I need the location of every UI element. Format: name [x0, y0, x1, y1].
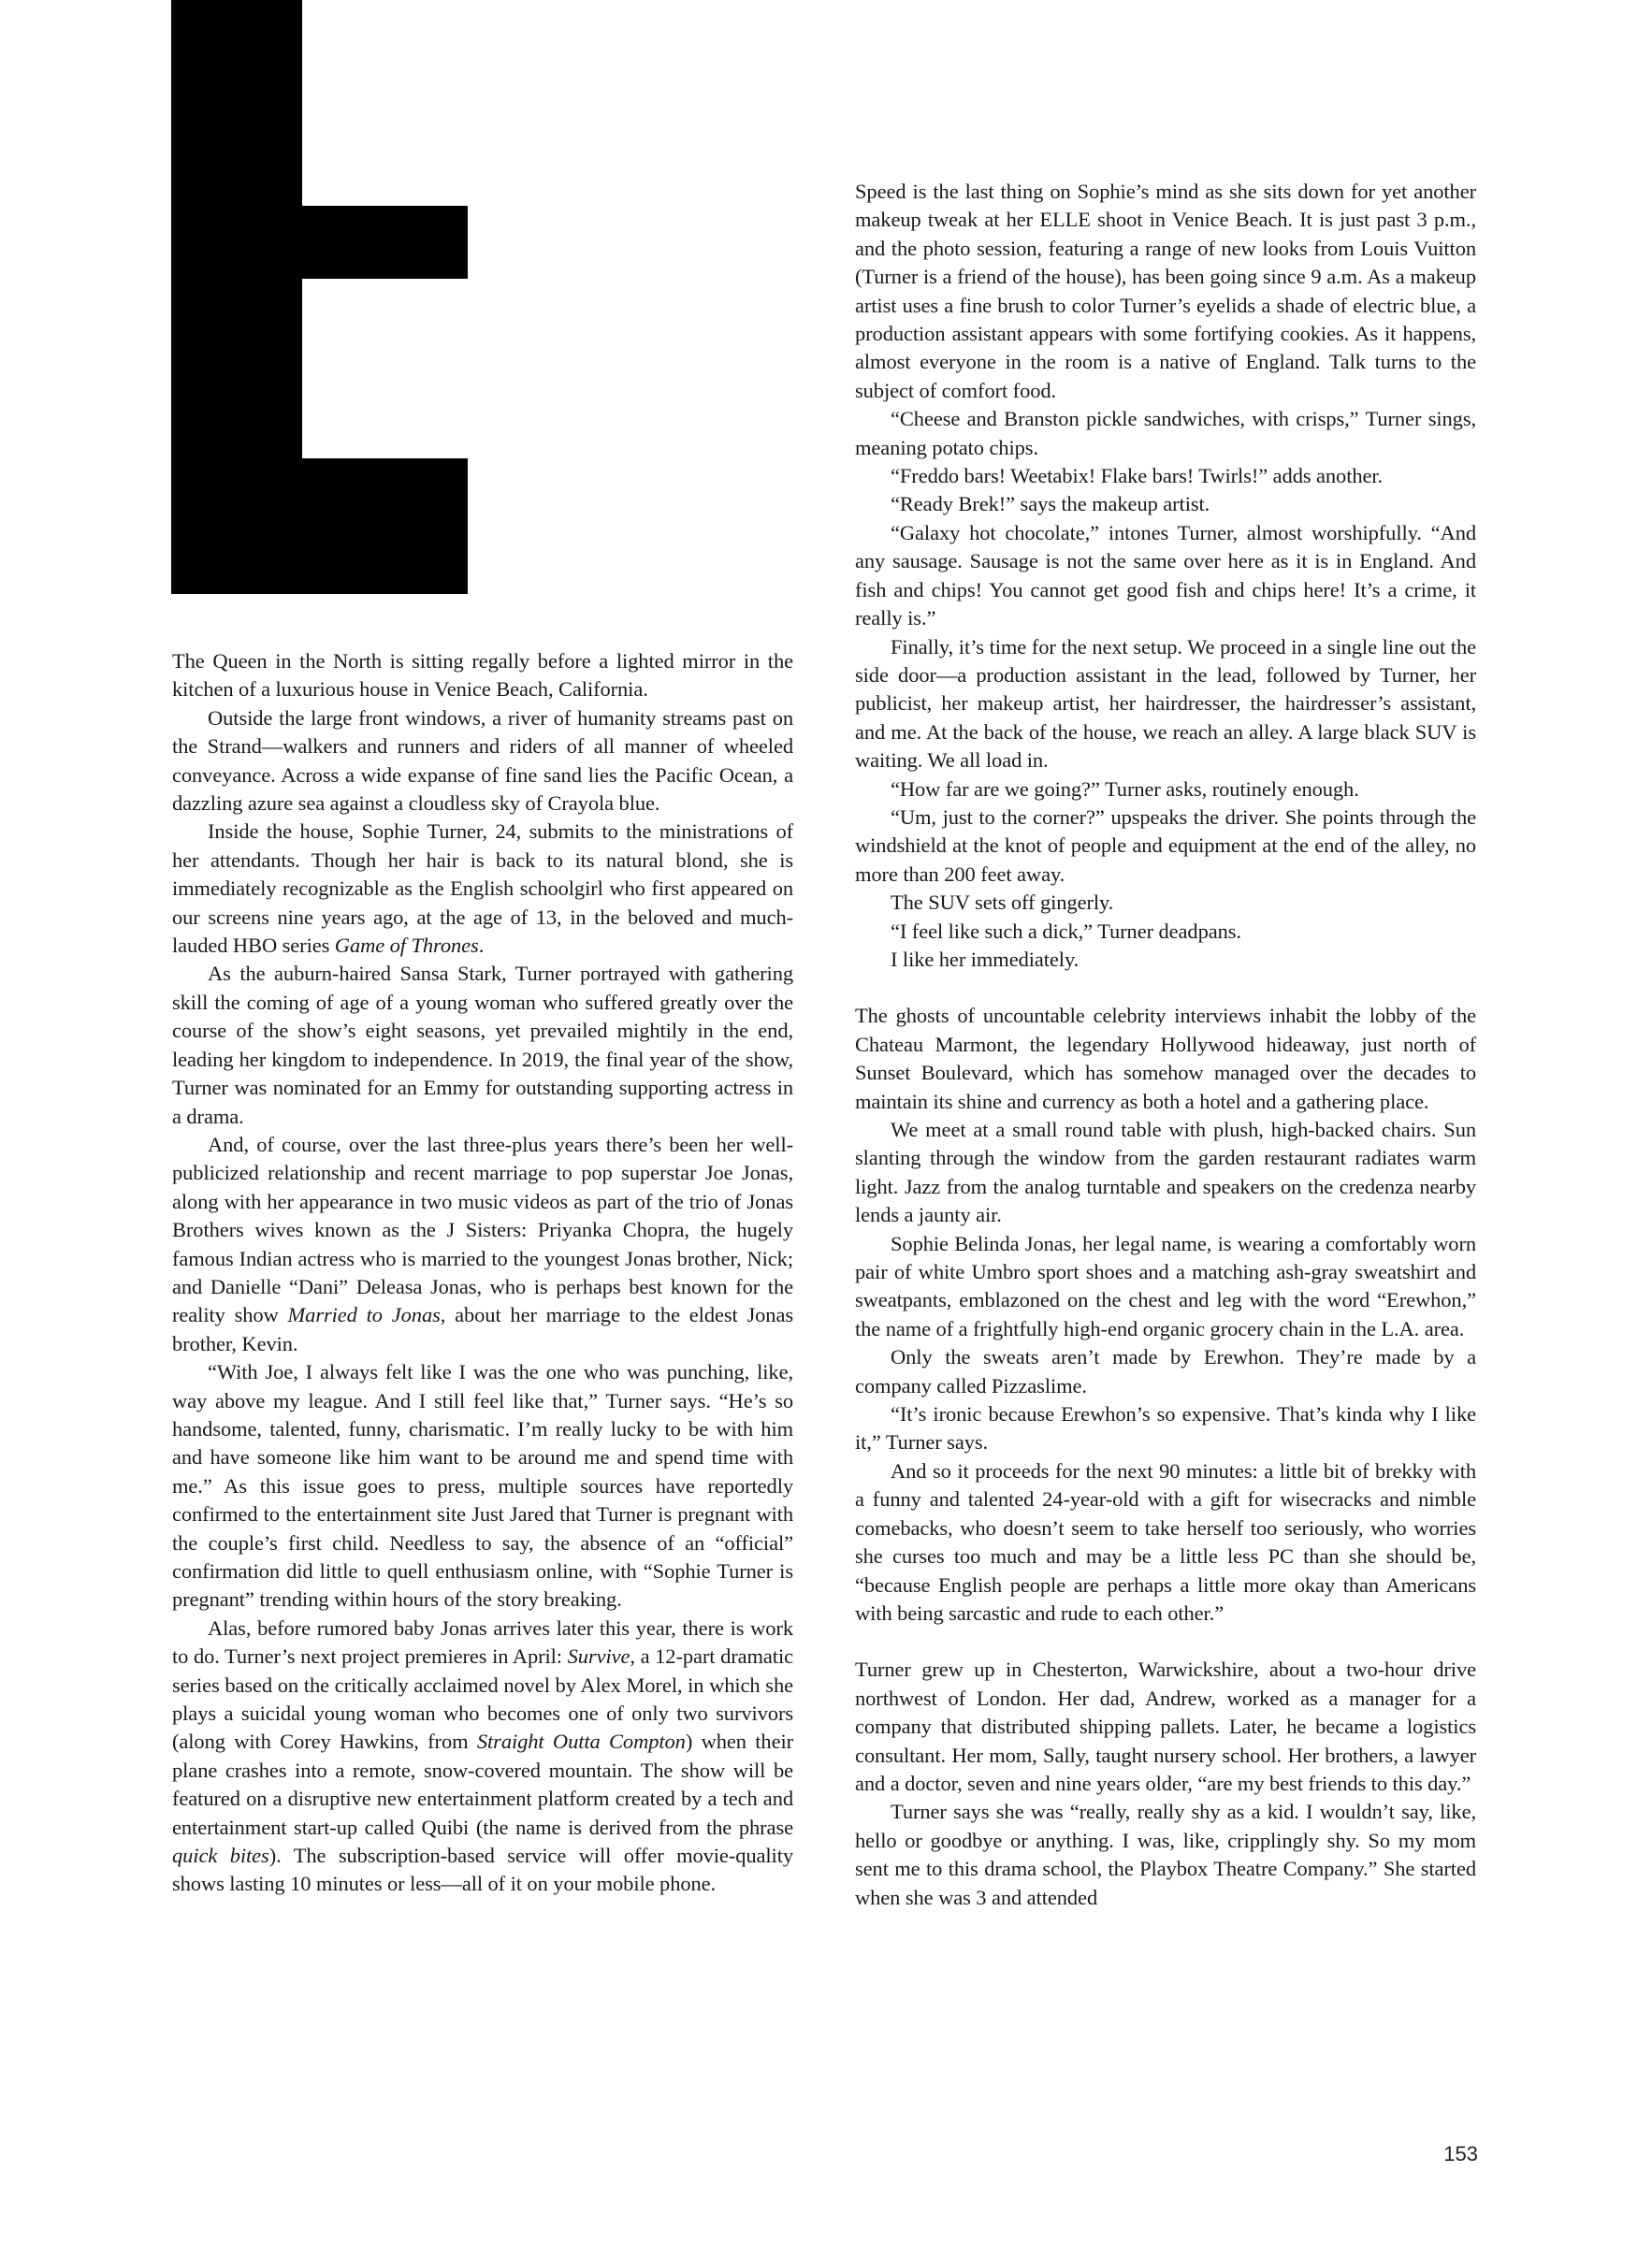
paragraph: As the auburn-haired Sansa Stark, Turner portrayed with gathering skill the coming of age of a young woman who suffered greatly over the course of the show’s eight seasons, yet prevailed mightily in the end, leading her kingdom to independence. In 2019, the final year of the show, Turner was nominated for an Emmy for outstanding supporting actress in a drama.: [172, 962, 793, 1128]
paragraph: Outside the large front windows, a river of humanity streams past on the Strand—walkers and runners and riders of all manner of wheeled conveyance. Across a wide expanse of fine sand lies the Pacific Ocean, a dazzling azure sea against a cloudless sky of Crayola blue.: [172, 705, 793, 816]
paragraph: And so it proceeds for the next 90 minutes: a little bit of brekky with a funny and talented 24-year-old with a gift for wisecracks and nimble comebacks, who doesn’t seem to take herself too seriously, who worries she curses too much and may be a little less PC than she should be, “because English people are perhaps a little more okay than Americans with being sarcastic and rude to each other.”: [855, 1458, 1476, 1625]
italic-title: Married to Jonas: [287, 1303, 441, 1327]
paragraph: “Um, just to the corner?” upspeaks the driver. She points through the windshield at the knot of people and equipment at the end of the alley, no more than 200 feet away.: [855, 804, 1476, 886]
dropcap-letter-t: [171, 0, 601, 594]
dropcap-glyph: [171, 0, 601, 594]
paragraph: I like her immediately.: [891, 947, 1080, 971]
paragraph: Only the sweats aren’t made by Erewhon. They’re made by a company called Pizzaslime.: [855, 1345, 1476, 1398]
paragraph: “Galaxy hot chocolate,” intones Turner, almost worshipfully. “And any sausage. Sausage is not the same over here as it is in England. And fish and chips! You cannot get good fish and chips here! It’s a crime, it really is.”: [855, 520, 1476, 630]
paragraph: “How far are we going?” Turner asks, routinely enough.: [891, 776, 1359, 801]
section-opening-paragraph: Turner grew up in Chesterton, Warwickshire, about a two-hour drive northwest of London. Her dad, Andrew, worked as a manager for a company that distributed shipping pallets. Later, he became a logistics consultant. Her mom, Sally, taught nursery school. Her brothers, a lawyer and a doctor, seven and nine years older, “are my best friends to this day.”: [855, 1658, 1476, 1795]
paragraph: “I feel like such a dick,” Turner deadpans.: [891, 919, 1241, 943]
paragraph: And, of course, over the last three-plus years there’s been her well-publicized relationship and recent marriage to pop superstar Joe Jonas, along with her appearance in two music videos as part of the trio of Jonas Brothers wives known as the J Sisters: Priyanka Chopra, the hugely famous Indian actress who is married to the youngest Jonas brother, Nick; and Danielle “Dani” Deleasa Jonas, who is perhaps best known for the reality show Married to Jonas, about her marriage to the eldest Jonas brother, Kevin.: [172, 1132, 793, 1355]
italic-title: Straight Outta Compton: [476, 1730, 686, 1754]
paragraph: Speed is the last thing on Sophie’s mind as she sits down for yet another makeup tweak at her ELLE shoot in Venice Beach. It is just past 3 p.m., and the photo session, featuring a range of new looks from Louis Vuitton (Turner is a friend of the house), has been going since 9 a.m. As a makeup artist uses a fine brush to color Turner’s eyelids a shade of electric blue, a production assistant appears with some fortifying cookies. As it happens, almost everyone in the room is a native of England. Talk turns to the subject of comfort food.: [855, 180, 1476, 402]
paragraph: “With Joe, I always felt like I was the one who was punching, like, way above my league. And I still feel like that,” Turner says. “He’s so handsome, talented, funny, charismatic. I’m really lucky to be with him and have someone like him want to be around me and spend time with me.” As this issue goes to press, multiple sources have reportedly confirmed to the entertainment site Just Jared that Turner is pregnant with the couple’s first child. Needless to say, the absence of an “official” confirmation did little to quell enthusiasm online, with “Sophie Turner is pregnant” trending within hours of the story breaking.: [172, 1360, 793, 1612]
section-opening-paragraph: The ghosts of uncountable celebrity interviews inhabit the lobby of the Chateau Marmont, the legendary Hollywood hideaway, just north of Sunset Boulevard, which has somehow managed over the decades to maintain its shine and currency as both a hotel and a gathering place.: [855, 1004, 1476, 1113]
italic-title: Game of Thrones: [334, 934, 479, 958]
paragraph: Inside the house, Sophie Turner, 24, submits to the ministrations of her attendants. Though her hair is back to its natural blond, she is immediately recognizable as the English schoolgirl who first appeared on our screens nine years ago, at the age of 13, in the beloved and much-lauded HBO series Game of Thrones.: [172, 819, 793, 958]
paragraph: The SUV sets off gingerly.: [891, 891, 1114, 915]
page-number: 153: [1443, 2142, 1478, 2165]
paragraph: “It’s ironic because Erewhon’s so expensive. That’s kinda why I like it,” Turner says.: [855, 1402, 1476, 1455]
italic-phrase: quick bites: [172, 1844, 269, 1868]
paragraph: We meet at a small round table with plush, high-backed chairs. Sun slanting through the window from the garden restaurant radiates warm light. Jazz from the analog turntable and speakers on the credenza nearby lends a jaunty air.: [855, 1118, 1476, 1227]
paragraph: “Freddo bars! Weetabix! Flake bars! Twirls!” adds another.: [891, 464, 1384, 488]
paragraph: Turner says she was “really, really shy as a kid. I wouldn’t say, like, hello or goodbye or anything. I was, like, cripplingly shy. So my mom sent me to this drama school, the Playbox Theatre Company.” She started when she was 3 and attended: [855, 1800, 1476, 1909]
paragraph: Alas, before rumored baby Jonas arrives later this year, there is work to do. Turner’s next project premieres in April: Survive, a 12-part dramatic series based on the critically acclaimed novel by Alex Morel, in which she plays a suicidal young woman who becomes one of only two survivors (along with Corey Hawkins, from Straight Outta Compton) when their plane crashes into a remote, snow-covered mountain. The show will be featured on a disruptive new entertainment platform created by a tech and entertainment start-up called Quibi (the name is derived from the phrase quick bites). The subscription-based service will offer movie-quality shows lasting 10 minutes or less—all of it on your mobile phone.: [172, 1615, 793, 1896]
paragraph: “Cheese and Branston pickle sandwiches, with crisps,” Turner sings, meaning potato chips.: [855, 407, 1476, 459]
paragraph: Finally, it’s time for the next setup. We proceed in a single line out the side door—a production assistant in the lead, followed by Turner, her publicist, her makeup artist, her hairdresser, the hairdresser’s assistant, and me. At the back of the house, we reach an alley. A large black SUV is waiting. We all load in.: [855, 634, 1476, 773]
article-right-column: [855, 178, 1476, 1912]
paragraph: Sophie Belinda Jonas, her legal name, is wearing a comfortably worn pair of white Umbro sport shoes and a matching ash-gray sweatshirt and sweatpants, emblazoned on the chest and leg with the word “Erewhon,” the name of a frightfully high-end organic grocery chain in the L.A. area.: [855, 1231, 1476, 1340]
italic-title: Survive: [567, 1644, 630, 1669]
paragraph: “Ready Brek!” says the makeup artist.: [891, 492, 1210, 516]
paragraph: The Queen in the North is sitting regally before a lighted mirror in the kitchen of a luxurious house in Venice Beach, California.: [172, 649, 793, 702]
article-left-column: [172, 647, 793, 1899]
